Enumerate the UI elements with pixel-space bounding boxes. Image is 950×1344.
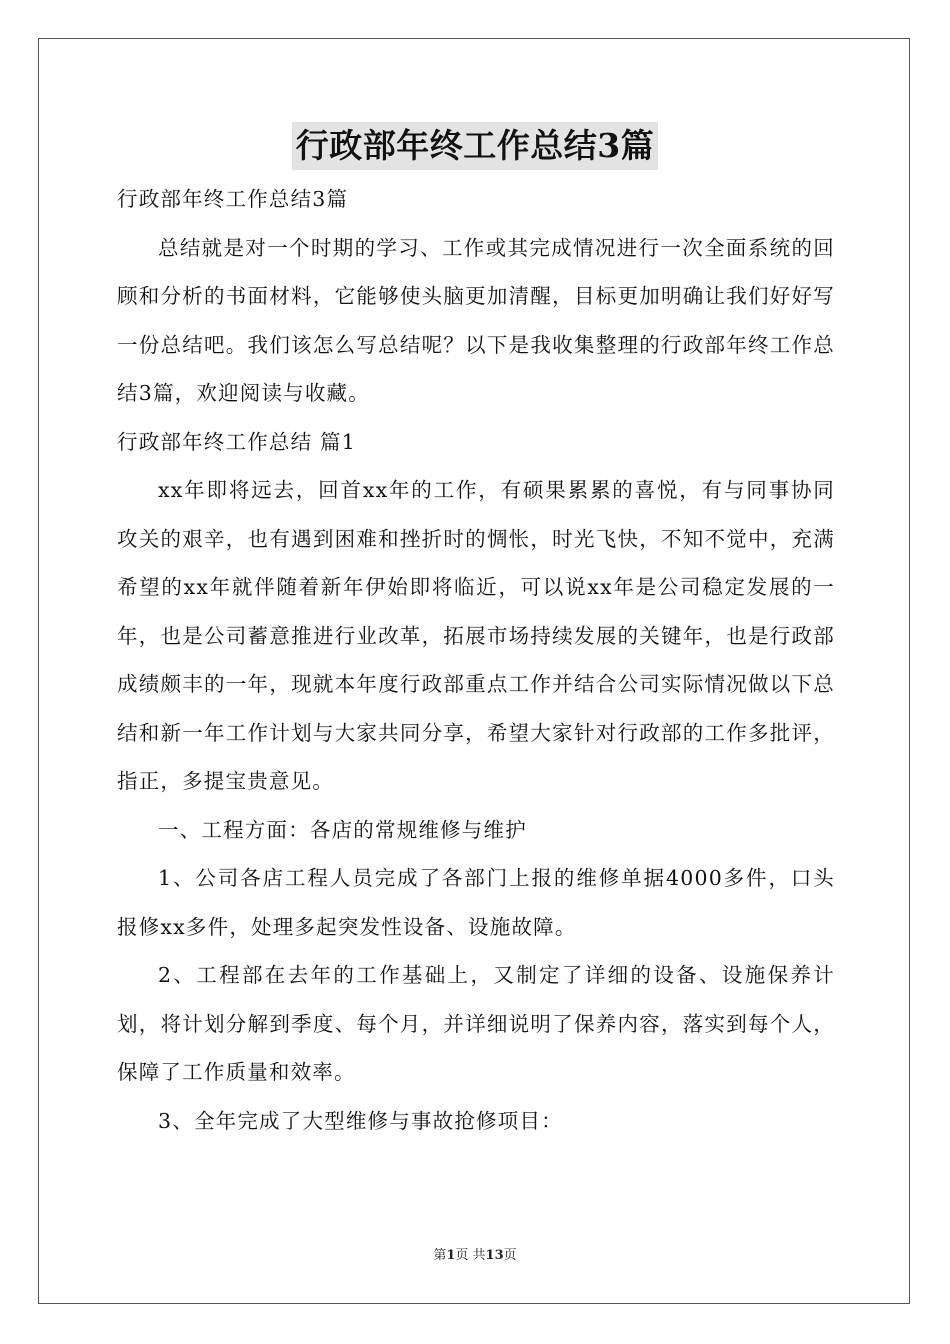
intro-paragraph: 总结就是对一个时期的学习、工作或其完成情况进行一次全面系统的回顾和分析的书面材料，它能够使头脑更加清醒，目标更加明确让我们好好写一份总结吧。我们该怎么写总结呢？以下是我收集整理的行政部年终工作总结3篇，欢迎阅读与收藏。 xyxy=(117,235,835,405)
section-heading: 行政部年终工作总结 篇1 xyxy=(117,429,356,454)
subsection-heading: 一、工程方面：各店的常规维修与维护 xyxy=(158,817,527,842)
footer-page-mid: 页 共 xyxy=(455,1248,486,1263)
list-item-1: 1、公司各店工程人员完成了各部门上报的维修单据4000多件，口头报修xx多件，处理多起突发性设备、设施故障。 xyxy=(117,866,835,939)
footer-page-prefix: 第 xyxy=(433,1248,447,1263)
list-item-2: 2、工程部在去年的工作基础上，又制定了详细的设备、设施保养计划，将计划分解到季度、每个月，并详细说明了保养内容，落实到每个人，保障了工作质量和效率。 xyxy=(117,963,835,1084)
footer-page-current: 1 xyxy=(446,1248,456,1263)
footer-page-suffix: 页 xyxy=(503,1248,517,1263)
body-paragraph: xx年即将远去，回首xx年的工作，有硕果累累的喜悦，有与同事协同攻关的艰辛，也有遇到困难和挫折时的惆怅，时光飞快，不知不觉中，充满希望的xx年就伴随着新年伊始即将临近，可以说xx年是公司稳定发展的一年，也是公司蓄意推进行业改革，拓展市场持续发展的关键年，也是行政部成绩颇丰的一年，现就本年度行政部重点工作并结合公司实际情况做以下总结和新一年工作计划与大家共同分享，希望大家针对行政部的工作多批评，指正，多提宝贵意见。 xyxy=(117,478,835,793)
subtitle-line: 行政部年终工作总结3篇 xyxy=(117,187,349,211)
list-item-3: 3、全年完成了大型维修与事故抢修项目： xyxy=(158,1108,563,1133)
page-footer xyxy=(0,1247,950,1265)
document-body xyxy=(117,175,835,1145)
title-wrap xyxy=(0,122,950,170)
document-title: 行政部年终工作总结3篇 xyxy=(292,122,658,170)
footer-page-total: 13 xyxy=(485,1248,504,1263)
